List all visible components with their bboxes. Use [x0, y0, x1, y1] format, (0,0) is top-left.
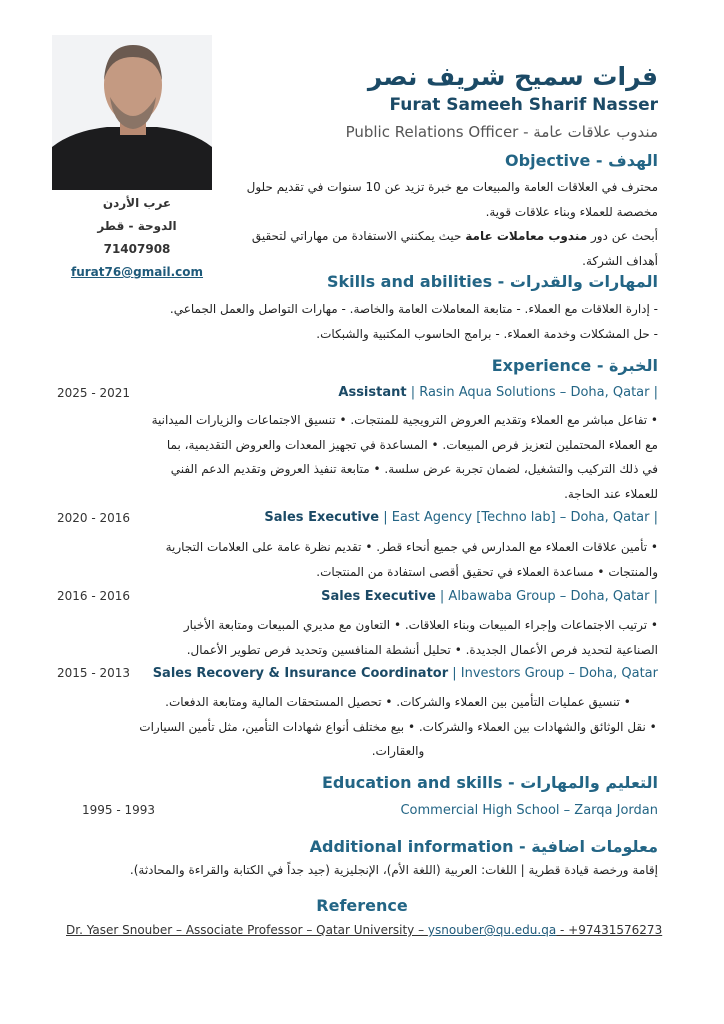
objective-heading: الهدف - Objective: [505, 151, 658, 170]
education-heading: التعليم والمهارات - Education and skills: [321, 773, 658, 792]
reference-line: Dr. Yaser Snouber – Associate Professor – Qatar University – ysnouber@qu.edu.qa - +97431576273: [66, 923, 663, 937]
email-link[interactable]: furat76@gmail.com: [70, 265, 204, 279]
job-dates: 2016 - 2016: [57, 589, 131, 603]
job-title: مندوب علاقات عامة - Public Relations Officer: [345, 123, 658, 141]
location: الدوحة - قطر: [97, 219, 177, 233]
nationality: عرب الأردن: [102, 196, 172, 210]
job-description: [138, 690, 658, 764]
objective-line-1: محترف في العلاقات العامة والمبيعات مع خبرة تزيد عن 10 سنوات في تقديم حلول مخصصة للعملاء وبناء علاقات قوية.: [246, 180, 658, 219]
name-english: Furat Sameeh Sharif Nasser: [389, 95, 658, 115]
education-dates: 1995 - 1993: [82, 803, 156, 817]
additional-text: إقامة ورخصة قيادة قطرية | اللغات: العربية (اللغة الأم)، الإنجليزية (جيد جداً في الكتابة والقراءة والمحادثة).: [129, 863, 658, 877]
job-dates: 2015 - 2013: [57, 666, 131, 680]
job-bullet: • نقل الوثائق والشهادات بين العملاء والشركات. • بيع مختلف أنواع شهادات التأمين، مثل تأمين السيارات والعقارات.: [139, 719, 657, 758]
profile-photo: [52, 35, 212, 190]
reference-heading: Reference: [316, 896, 408, 915]
job-description: • تأمين علاقات العملاء مع المدارس في جميع أنحاء قطر. • تقديم نظرة عامة على العلامات التجارية والمنتجات • مساعدة العملاء في تحقيق أقصى استفادة من المنتجات.: [165, 540, 658, 579]
job-bullet: • تنسيق عمليات التأمين بين العملاء والشركات. • تحصيل المستحقات المالية ومتابعة الدفعات.: [165, 695, 631, 709]
objective-line-2: أبحث عن دور مندوب معاملات عامة حيث يمكنني الاستفادة من مهاراتي لتحقيق أهداف الشركة.: [251, 229, 658, 268]
phone: 71407908: [103, 242, 171, 256]
objective-text: [238, 175, 658, 273]
skills-heading: المهارات والقدرات - Skills and abilities: [326, 272, 658, 291]
skills-line-1: - إدارة العلاقات مع العملاء. - متابعة المعاملات العامة والخاصة. - مهارات التواصل والعمل الجماعي.: [169, 302, 658, 316]
experience-heading: الخبرة - Experience: [491, 356, 658, 375]
additional-heading: معلومات اضافية - Additional information: [309, 837, 658, 856]
job-header: Sales Recovery & Insurance Coordinator | Investors Group – Doha, Qatar: [152, 666, 658, 681]
job-description: • ترتيب الاجتماعات وإجراء المبيعات وبناء العلاقات. • التعاون مع مديري المبيعات ومتابعة الأخبار الصناعية لتحديد فرص الأعمال الجديدة. • تحليل أنشطة المنافسين وتحديد فرص تطوير الأعمال.: [183, 618, 658, 657]
job-header: Sales Executive | East Agency [Techno lab] – Doha, Qatar |: [264, 510, 658, 525]
job-dates: 2025 - 2021: [57, 386, 131, 400]
reference-email-link[interactable]: ysnouber@qu.edu.qa: [427, 923, 557, 937]
job-description: • تفاعل مباشر مع العملاء وتقديم العروض الترويجية للمنتجات. • تنسيق الاجتماعات والزيارات الميدانية مع العملاء المحتملين لتعزيز فرص المبيعات. • المساعدة في تجهيز المعدات والعروض التقديمية، بما في ذلك التركيب والتشغيل، لضمان تجربة عرض سلسة. • متابعة تنفيذ العروض وتقديم الدعم الفني للعملاء عند الحاجة.: [151, 413, 658, 501]
job-header: Sales Executive | Albawaba Group – Doha, Qatar |: [321, 589, 658, 604]
job-header: Assistant | Rasin Aqua Solutions – Doha, Qatar |: [338, 385, 658, 400]
job-dates: 2020 - 2016: [57, 511, 131, 525]
name-arabic: فرات سميح شريف نصر: [367, 62, 658, 91]
education-school: Commercial High School – Zarqa Jordan: [400, 803, 658, 818]
skills-line-2: - حل المشكلات وخدمة العملاء. - برامج الحاسوب المكتبية والشبكات.: [316, 326, 658, 341]
skills-list: [118, 297, 658, 346]
